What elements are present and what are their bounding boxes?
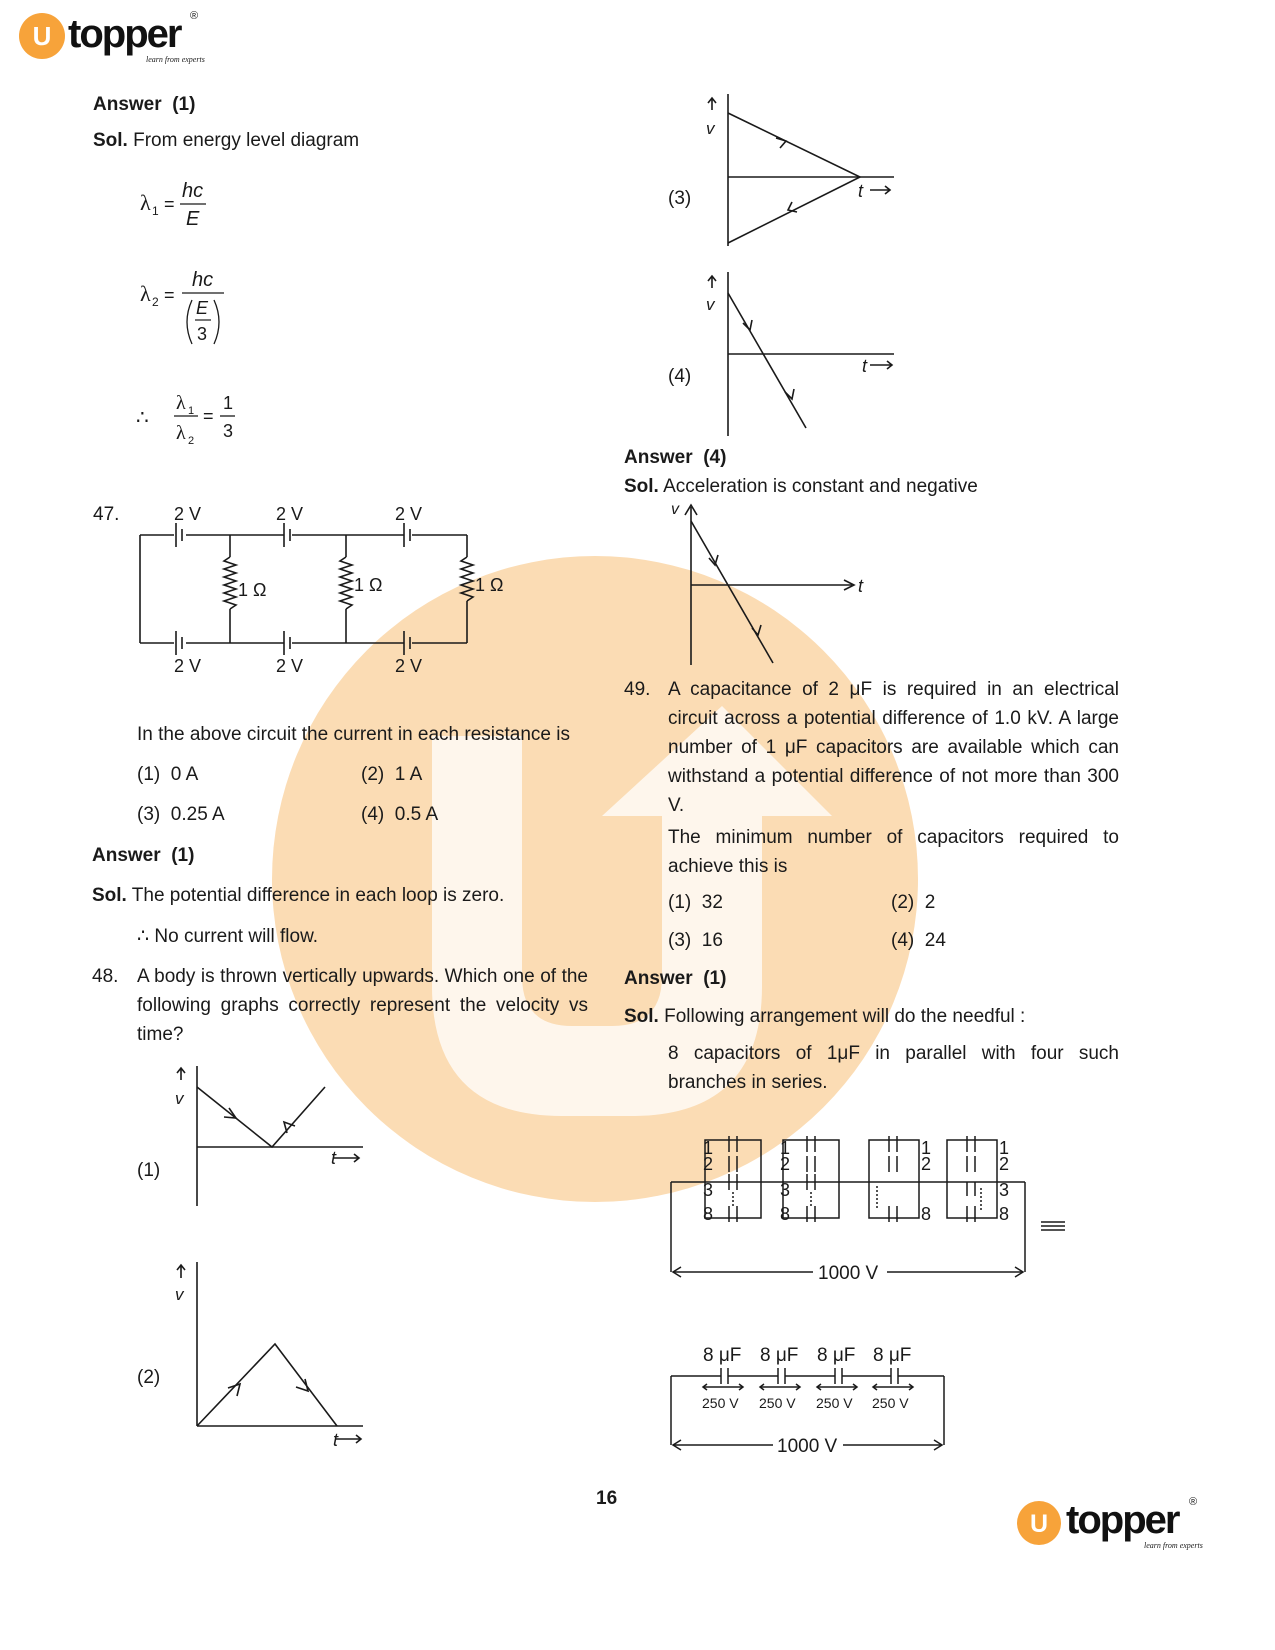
footer-logo (1016, 1496, 1206, 1556)
svg-text:1000 V: 1000 V (777, 1436, 838, 1455)
q48-question: A body is thrown vertically upwards. Which one of the following graphs correctly represent the velocity vs time? (137, 966, 588, 1045)
q47-number: 47. (93, 504, 120, 525)
svg-text:t: t (858, 181, 864, 201)
svg-text:λ: λ (140, 281, 151, 306)
logo-word: topper (1066, 1498, 1179, 1542)
svg-text:8 μF: 8 μF (873, 1345, 912, 1366)
q46-solution: Sol. From energy level diagram (93, 130, 360, 151)
q49-answer: Answer (1) (624, 968, 727, 989)
svg-text:t: t (331, 1148, 337, 1168)
q48-graph-3 (696, 90, 906, 250)
svg-text:v: v (706, 119, 715, 138)
svg-text:2 V: 2 V (174, 504, 202, 524)
svg-text:hc: hc (182, 180, 204, 202)
svg-text:∴: ∴ (136, 407, 149, 429)
svg-text:1: 1 (703, 1138, 714, 1158)
equation-lambda1 (130, 170, 250, 240)
svg-text:2 V: 2 V (395, 656, 423, 676)
header-logo (18, 10, 218, 70)
q49-solution: Sol. Following arrangement will do the needful : (624, 1006, 1026, 1027)
q48-graph3-label: (3) (668, 188, 692, 209)
svg-text:250 V: 250 V (816, 1395, 853, 1411)
svg-text:1 Ω: 1 Ω (475, 575, 504, 595)
svg-text:E: E (196, 298, 209, 318)
q47-answer: Answer (1) (92, 845, 195, 866)
svg-text:1: 1 (152, 204, 159, 218)
svg-text:v: v (175, 1089, 184, 1108)
q49-option-4: (4) 24 (891, 930, 946, 951)
svg-text:8: 8 (921, 1204, 932, 1224)
q49-question: A capacitance of 2 μF is required in an electrical circuit across a potential difference of 1.0 kV. A large number of 1 μF capacitors are available which can withstand a potential difference of not more than 300 V. (668, 679, 1119, 816)
svg-text:2: 2 (703, 1154, 714, 1174)
q49-option-3: (3) 16 (668, 930, 723, 951)
svg-text:3: 3 (780, 1180, 791, 1200)
svg-text:U: U (1029, 1510, 1049, 1538)
logo-registered: ® (190, 10, 199, 22)
q49-question-part2: The minimum number of capacitors required to achieve this is (668, 827, 1119, 877)
page-number: 16 (596, 1488, 618, 1509)
q48-graph1-label: (1) (137, 1160, 161, 1181)
q49-capacitor-bank-diagram (665, 1128, 1075, 1288)
svg-text:1000 V: 1000 V (818, 1263, 879, 1284)
q48-graph2-label: (2) (137, 1367, 161, 1388)
svg-text:8 μF: 8 μF (703, 1345, 742, 1366)
svg-text:λ: λ (140, 190, 151, 215)
q46-answer: Answer (1) (93, 94, 196, 115)
q48-solution-graph (660, 497, 880, 667)
svg-text:1: 1 (999, 1138, 1010, 1158)
equation-ratio (130, 385, 260, 455)
svg-text:U: U (32, 21, 52, 51)
svg-text:2 V: 2 V (174, 656, 202, 676)
q49-solution-detail: 8 capacitors of 1μF in parallel with four such branches in series. (668, 1043, 1119, 1093)
svg-text:1: 1 (780, 1138, 791, 1158)
svg-text:3: 3 (999, 1180, 1010, 1200)
svg-text:2: 2 (780, 1154, 791, 1174)
logo-word: topper (68, 12, 181, 56)
svg-text:t: t (333, 1430, 339, 1450)
svg-text:250 V: 250 V (872, 1395, 909, 1411)
svg-text:1 Ω: 1 Ω (238, 580, 267, 600)
svg-text:t: t (862, 356, 868, 376)
svg-text:3: 3 (197, 324, 208, 344)
logo-mark-icon (1016, 1500, 1062, 1546)
q49-option-1: (1) 32 (668, 892, 723, 913)
svg-text:250 V: 250 V (702, 1395, 739, 1411)
q48-graph-4 (696, 268, 906, 440)
svg-text:λ: λ (176, 392, 186, 414)
svg-text:8 μF: 8 μF (817, 1345, 856, 1366)
q48-solution: Sol. Acceleration is constant and negative (624, 476, 978, 497)
q47-solution: Sol. The potential difference in each loop is zero. (92, 885, 505, 906)
svg-text:2: 2 (188, 435, 195, 447)
q48-graph-1 (165, 1060, 375, 1220)
svg-text:8: 8 (780, 1204, 791, 1224)
svg-text:1: 1 (223, 393, 234, 413)
svg-text:3: 3 (703, 1180, 714, 1200)
svg-text:8: 8 (999, 1204, 1010, 1224)
svg-text:t: t (858, 576, 864, 596)
svg-text:2 V: 2 V (276, 504, 304, 524)
svg-text:2: 2 (152, 295, 159, 309)
svg-text:8: 8 (703, 1204, 714, 1224)
svg-text:2 V: 2 V (395, 504, 423, 524)
svg-text:3: 3 (223, 421, 234, 441)
svg-text:1 Ω: 1 Ω (354, 575, 383, 595)
logo-registered: ® (1189, 1496, 1198, 1508)
svg-text:2: 2 (999, 1154, 1010, 1174)
q49-series-equivalent-diagram (665, 1335, 955, 1455)
q48-graph-2 (165, 1256, 375, 1456)
svg-text:E: E (186, 208, 200, 230)
svg-text:hc: hc (192, 269, 214, 291)
svg-text:1: 1 (921, 1138, 932, 1158)
svg-text:1: 1 (188, 405, 195, 417)
q47-option-2: (2) 1 A (361, 764, 423, 785)
q49-option-2: (2) 2 (891, 892, 936, 913)
q49-number: 49. (624, 679, 651, 700)
svg-text:v: v (671, 501, 679, 518)
q47-option-4: (4) 0.5 A (361, 804, 439, 825)
svg-text:λ: λ (176, 422, 186, 444)
logo-mark-icon (18, 12, 66, 60)
svg-text:v: v (706, 295, 715, 314)
q47-circuit-diagram (130, 495, 530, 695)
svg-text:2: 2 (921, 1154, 932, 1174)
svg-text:=: = (203, 406, 214, 426)
svg-text:=: = (164, 194, 175, 214)
q48-answer: Answer (4) (624, 447, 727, 468)
q48-graph4-label: (4) (668, 366, 692, 387)
svg-text:v: v (175, 1285, 184, 1304)
q48-number: 48. (92, 966, 119, 987)
logo-tagline: learn from experts (146, 55, 205, 64)
q47-option-1: (1) 0 A (137, 764, 199, 785)
q47-question: In the above circuit the current in each resistance is (137, 724, 571, 745)
logo-tagline: learn from experts (1144, 1541, 1203, 1550)
q47-solution-conclusion: ∴ No current will flow. (137, 926, 319, 947)
svg-text:250 V: 250 V (759, 1395, 796, 1411)
q47-option-3: (3) 0.25 A (137, 804, 225, 825)
equation-lambda2 (130, 262, 250, 362)
svg-text:=: = (164, 285, 175, 305)
svg-text:8 μF: 8 μF (760, 1345, 799, 1366)
svg-text:2 V: 2 V (276, 656, 304, 676)
